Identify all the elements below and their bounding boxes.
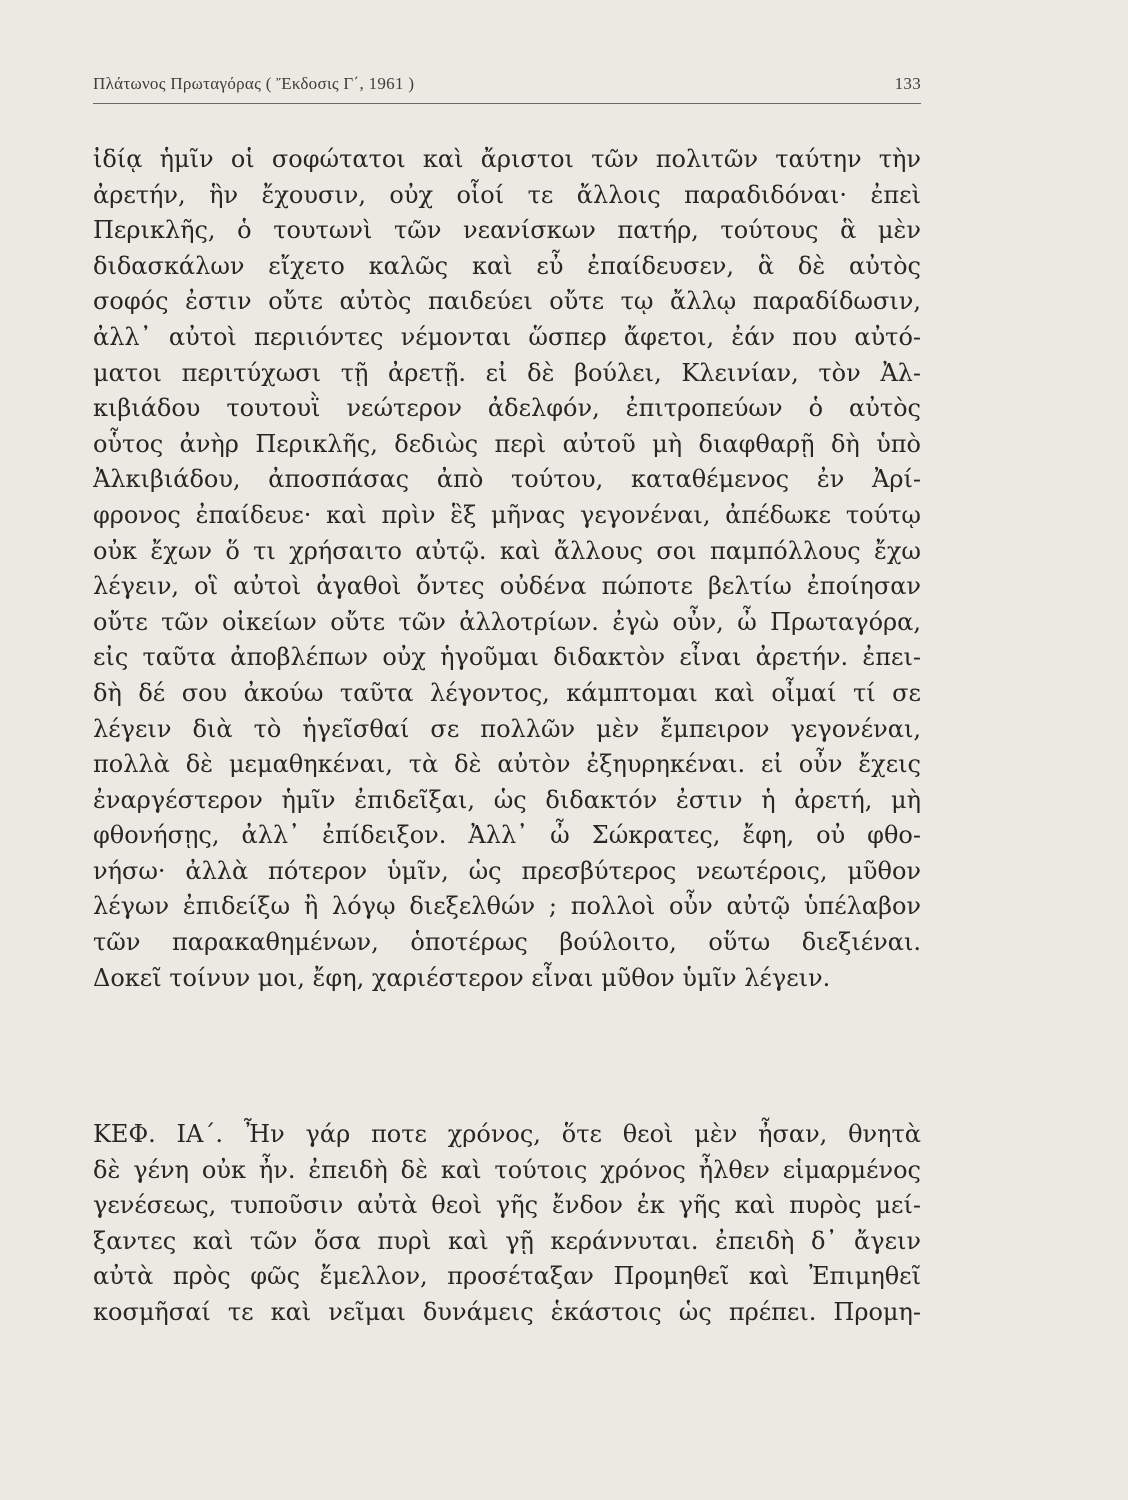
text-line: πολλὰ δὲ μεμαθηκέναι, τὰ δὲ αὐτὸν ἐξηυρηκέναι. εἰ οὖν ἔχεις bbox=[93, 750, 921, 779]
text-line: δὲ γένη οὐκ ἦν. ἐπειδὴ δὲ καὶ τούτοις χρόνος ἦλθεν εἱμαρμένος bbox=[93, 1155, 921, 1184]
text-line: σοφός ἐστιν οὔτε αὐτὸς παιδεύει οὔτε τῳ ἄλλῳ παραδίδωσιν, bbox=[93, 287, 921, 316]
book-title: Πλάτωνος Πρωταγόρας ( Ἔκδοσις Γ΄, 1961 ) bbox=[93, 74, 415, 93]
text-line: οὔτε τῶν οἰκείων οὔτε τῶν ἀλλοτρίων. ἐγὼ οὖν, ὦ Πρωταγόρα, bbox=[93, 607, 921, 636]
running-header bbox=[93, 70, 921, 100]
text-line: ἀρετήν, ἣν ἔχουσιν, οὐχ οἷοί τε ἄλλοις παραδιδόναι· ἐπεὶ bbox=[93, 180, 921, 209]
chapter-paragraph bbox=[93, 1117, 921, 1331]
text-line: λέγειν διὰ τὸ ἡγεῖσθαί σε πολλῶν μὲν ἔμπειρον γεγονέναι, bbox=[93, 714, 921, 743]
text-line: ἐναργέστερον ἡμῖν ἐπιδεῖξαι, ὡς διδακτόν ἐστιν ἡ ἀρετή, μὴ bbox=[93, 785, 921, 814]
header-rule bbox=[93, 103, 921, 104]
text-line: διδασκάλων εἴχετο καλῶς καὶ εὖ ἐπαίδευσεν, ἃ δὲ αὐτὸς bbox=[93, 251, 921, 280]
text-line: εἰς ταῦτα ἀποβλέπων οὐχ ἡγοῦμαι διδακτὸν εἶναι ἀρετήν. ἐπει- bbox=[93, 643, 921, 672]
text-line: Ἀλκιβιάδου, ἀποσπάσας ἀπὸ τούτου, καταθέμενος ἐν Ἀρί- bbox=[93, 465, 921, 494]
text-line: τῶν παρακαθημένων, ὁποτέρως βούλοιτο, οὕτω διεξιέναι. bbox=[93, 928, 921, 957]
text-line: ἀλλ᾽ αὐτοὶ περιιόντες νέμονται ὥσπερ ἄφετοι, ἐάν που αὐτό- bbox=[93, 322, 921, 351]
text-line: φθονήσῃς, ἀλλ᾽ ἐπίδειξον. Ἀλλ᾽ ὦ Σώκρατες, ἔφη, οὐ φθο- bbox=[93, 821, 921, 850]
text-line: κιβιάδου τουτουῒ νεώτερον ἀδελφόν, ἐπιτροπεύων ὁ αὐτὸς bbox=[93, 394, 921, 423]
text-line: λέγων ἐπιδείξω ἢ λόγῳ διεξελθών ; πολλοὶ οὖν αὐτῷ ὑπέλαβον bbox=[93, 892, 921, 921]
text-line: φρονος ἐπαίδευε· καὶ πρὶν ἓξ μῆνας γεγονέναι, ἀπέδωκε τούτῳ bbox=[93, 500, 921, 529]
text-line: ξαντες καὶ τῶν ὅσα πυρὶ καὶ γῇ κεράννυται. ἐπειδὴ δ᾽ ἄγειν bbox=[93, 1226, 921, 1255]
paragraph bbox=[93, 142, 921, 996]
text-line: γενέσεως, τυποῦσιν αὐτὰ θεοὶ γῆς ἔνδον ἐκ γῆς καὶ πυρὸς μεί- bbox=[93, 1191, 921, 1220]
text-line: ματοι περιτύχωσι τῇ ἀρετῇ. εἰ δὲ βούλει, Κλεινίαν, τὸν Ἀλ- bbox=[93, 358, 921, 387]
text-line: δὴ δέ σου ἀκούω ταῦτα λέγοντος, κάμπτομαι καὶ οἶμαί τί σε bbox=[93, 678, 921, 707]
text-line: οὐκ ἔχων ὅ τι χρήσαιτο αὐτῷ. καὶ ἄλλους σοι παμπόλλους ἔχω bbox=[93, 536, 921, 565]
text-line: ἰδίᾳ ἡμῖν οἱ σοφώτατοι καὶ ἄριστοι τῶν πολιτῶν ταύτην τὴν bbox=[93, 145, 921, 173]
text-line: λέγειν, οἳ αὐτοὶ ἀγαθοὶ ὄντες οὐδένα πώποτε βελτίω ἐποίησαν bbox=[93, 572, 921, 601]
text-line: οὗτος ἀνὴρ Περικλῆς, δεδιὼς περὶ αὐτοῦ μὴ διαφθαρῇ δὴ ὑπὸ bbox=[93, 429, 921, 458]
text-line: νήσω· ἀλλὰ πότερον ὑμῖν, ὡς πρεσβύτερος νεωτέροις, μῦθον bbox=[93, 856, 921, 885]
page-number: 133 bbox=[894, 74, 921, 93]
text-line: αὐτὰ πρὸς φῶς ἔμελλον, προσέταξαν Προμηθεῖ καὶ Ἐπιμηθεῖ bbox=[93, 1262, 921, 1291]
text-line: ΚΕΦ. ΙΑ΄. Ἦν γάρ ποτε χρόνος, ὅτε θεοὶ μὲν ἦσαν, θνητὰ bbox=[93, 1120, 921, 1148]
text-line: κοσμῆσαί τε καὶ νεῖμαι δυνάμεις ἑκάστοις ὡς πρέπει. Προμη- bbox=[93, 1297, 921, 1326]
text-line: Περικλῆς, ὁ τουτωνὶ τῶν νεανίσκων πατήρ, τούτους ἃ μὲν bbox=[93, 216, 921, 245]
text-line: Δοκεῖ τοίνυν μοι, ἔφη, χαριέστερον εἶναι μῦθον ὑμῖν λέγειν. bbox=[93, 963, 831, 992]
